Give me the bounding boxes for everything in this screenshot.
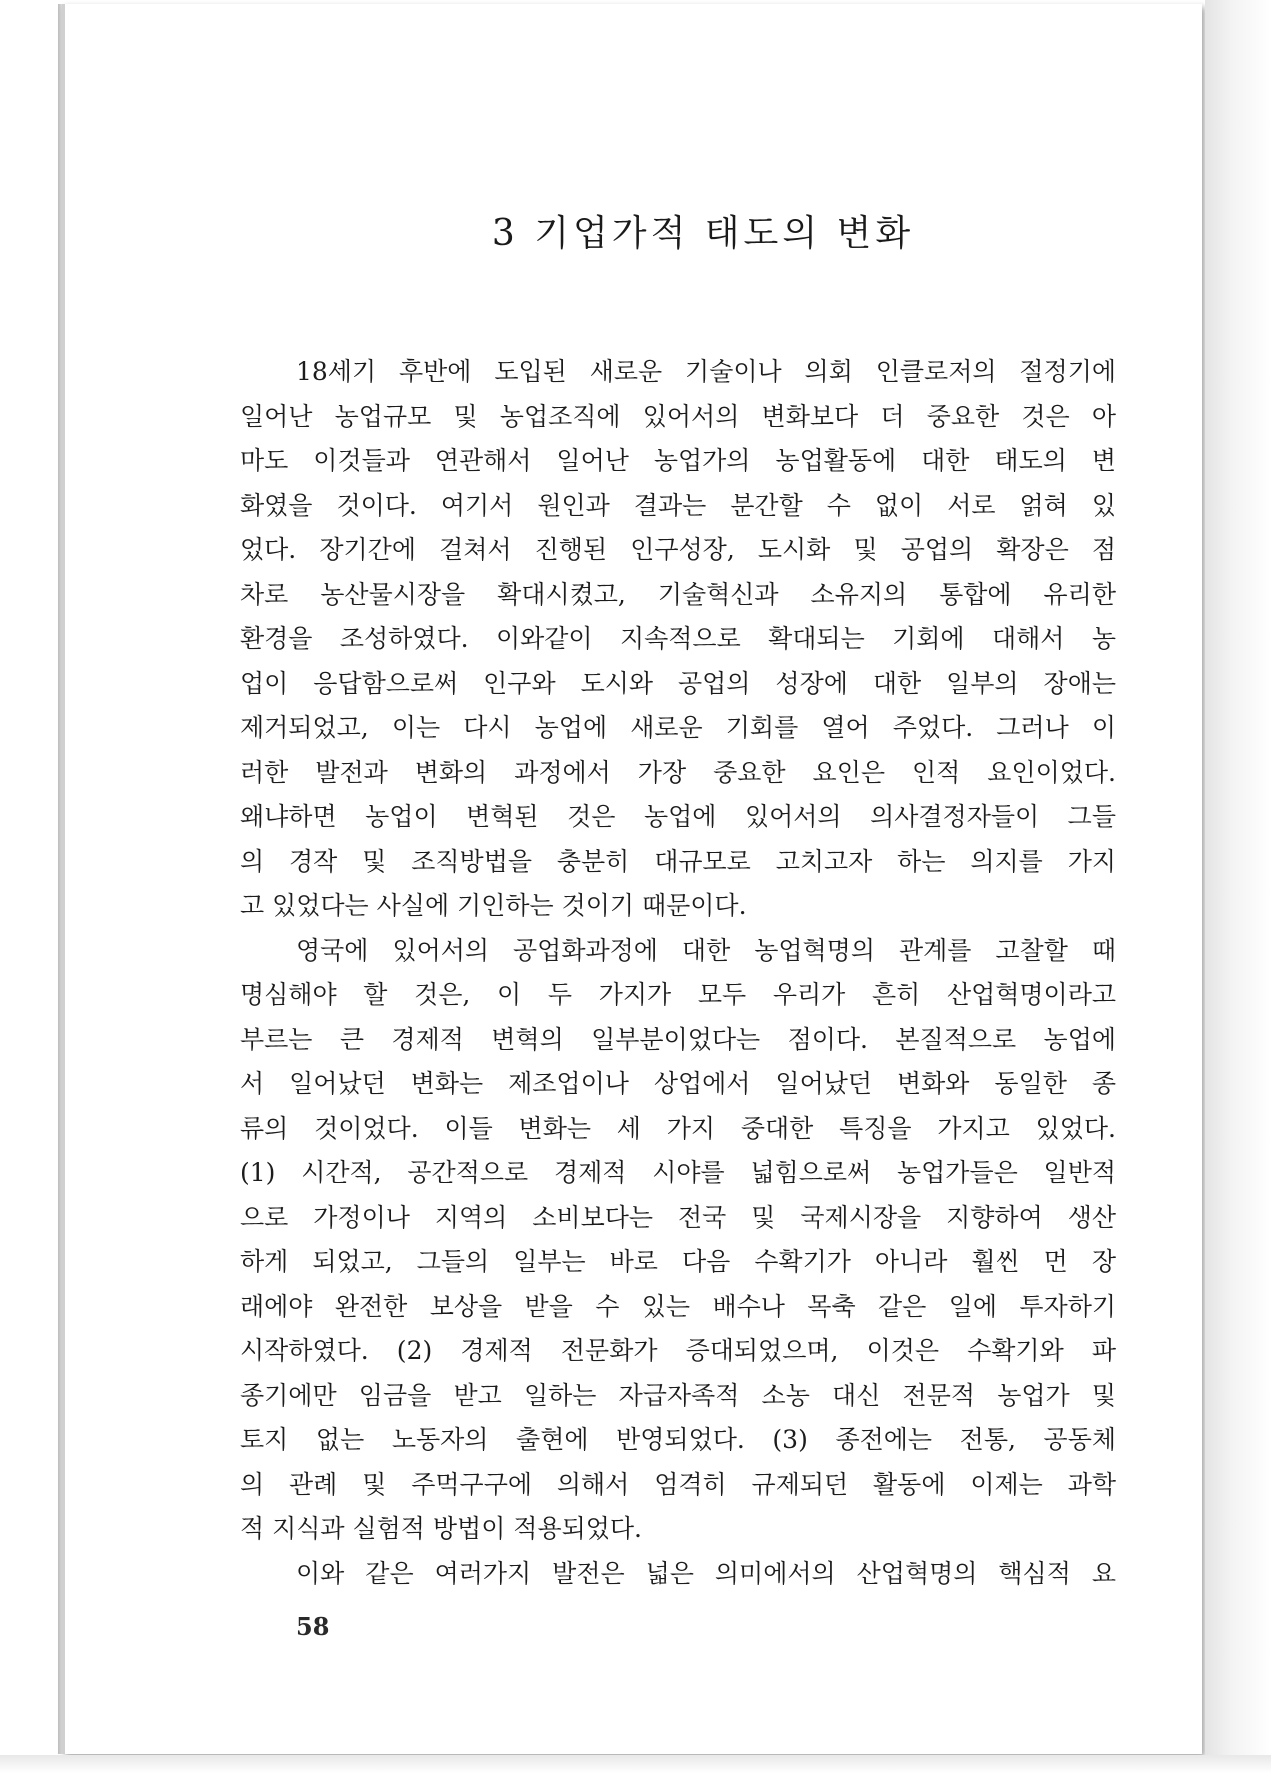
text-line: 화였을 것이다. 여기서 원인과 결과는 분간할 수 없이 서로 얽혀 있	[240, 490, 1116, 520]
text-line: 으로 가정이나 지역의 소비보다는 전국 및 국제시장을 지향하여 생산	[240, 1202, 1116, 1232]
text-line: 부르는 큰 경제적 변혁의 일부분이었다는 점이다. 본질적으로 농업에	[240, 1024, 1116, 1054]
text-line: 영국에 있어서의 공업화과정에 대한 농업혁명의 관계를 고찰할 때	[296, 935, 1116, 965]
text-line: 었다. 장기간에 걸쳐서 진행된 인구성장, 도시화 및 공업의 확장은 점	[240, 535, 1116, 564]
text-line: 하게 되었고, 그들의 일부는 바로 다음 수확기가 아니라 훨씬 먼 장	[240, 1247, 1116, 1276]
text-line: 종기에만 임금을 받고 일하는 자급자족적 소농 대신 전문적 농업가 및	[240, 1380, 1116, 1410]
body-text	[240, 350, 1116, 1596]
text-line: 마도 이것들과 연관해서 일어난 농업가의 농업활동에 대한 태도의 변	[240, 446, 1116, 475]
text-line: 일어난 농업규모 및 농업조직에 있어서의 변화보다 더 중요한 것은 아	[240, 401, 1116, 431]
text-line: (1) 시간적, 공간적으로 경제적 시야를 넓힘으로써 농업가들은 일반적	[240, 1158, 1116, 1187]
text-line: 고 있었다는 사실에 기인하는 것이기 때문이다.	[240, 891, 747, 920]
text-line: 류의 것이었다. 이들 변화는 세 가지 중대한 특징을 가지고 있었다.	[240, 1113, 1116, 1143]
text-line: 차로 농산물시장을 확대시켰고, 기술혁신과 소유지의 통합에 유리한	[240, 579, 1116, 609]
text-line: 러한 발전과 변화의 과정에서 가장 중요한 요인은 인적 요인이었다.	[240, 757, 1116, 787]
page-number: 58	[296, 1612, 330, 1641]
text-line: 이와 같은 여러가지 발전은 넓은 의미에서의 산업혁명의 핵심적 요	[296, 1558, 1116, 1588]
text-line: 적 지식과 실험적 방법이 적용되었다.	[240, 1514, 642, 1543]
text-line: 의 경작 및 조직방법을 충분히 대규모로 고치고자 하는 의지를 가지	[240, 846, 1116, 876]
text-line: 제거되었고, 이는 다시 농업에 새로운 기회를 열어 주었다. 그러나 이	[240, 713, 1116, 742]
text-line: 토지 없는 노동자의 출현에 반영되었다. (3) 종전에는 전통, 공동체	[240, 1425, 1116, 1454]
text-line: 18세기 후반에 도입된 새로운 기술이나 의회 인클로저의 절정기에	[296, 357, 1116, 386]
page-shadow	[1205, 0, 1271, 1773]
text-line: 업이 응답함으로써 인구와 도시와 공업의 성장에 대한 일부의 장애는	[240, 668, 1116, 698]
text-line: 시작하였다. (2) 경제적 전문화가 증대되었으며, 이것은 수확기와 파	[240, 1336, 1116, 1365]
text-line: 래에야 완전한 보상을 받을 수 있는 배수나 목축 같은 일에 투자하기	[240, 1291, 1116, 1321]
text-line: 왜냐하면 농업이 변혁된 것은 농업에 있어서의 의사결정자들이 그들	[240, 802, 1116, 831]
text-line: 명심해야 할 것은, 이 두 가지가 모두 우리가 흔히 산업혁명이라고	[240, 980, 1116, 1009]
text-line: 서 일어났던 변화는 제조업이나 상업에서 일어났던 변화와 동일한 종	[240, 1069, 1116, 1098]
text-line: 환경을 조성하였다. 이와같이 지속적으로 확대되는 기회에 대해서 농	[240, 624, 1116, 653]
text-line: 의 관례 및 주먹구구에 의해서 엄격히 규제되던 활동에 이제는 과학	[240, 1469, 1116, 1499]
page-shadow-bottom	[0, 1755, 1271, 1773]
chapter-title: 3 기업가적 태도의 변화	[491, 213, 915, 254]
